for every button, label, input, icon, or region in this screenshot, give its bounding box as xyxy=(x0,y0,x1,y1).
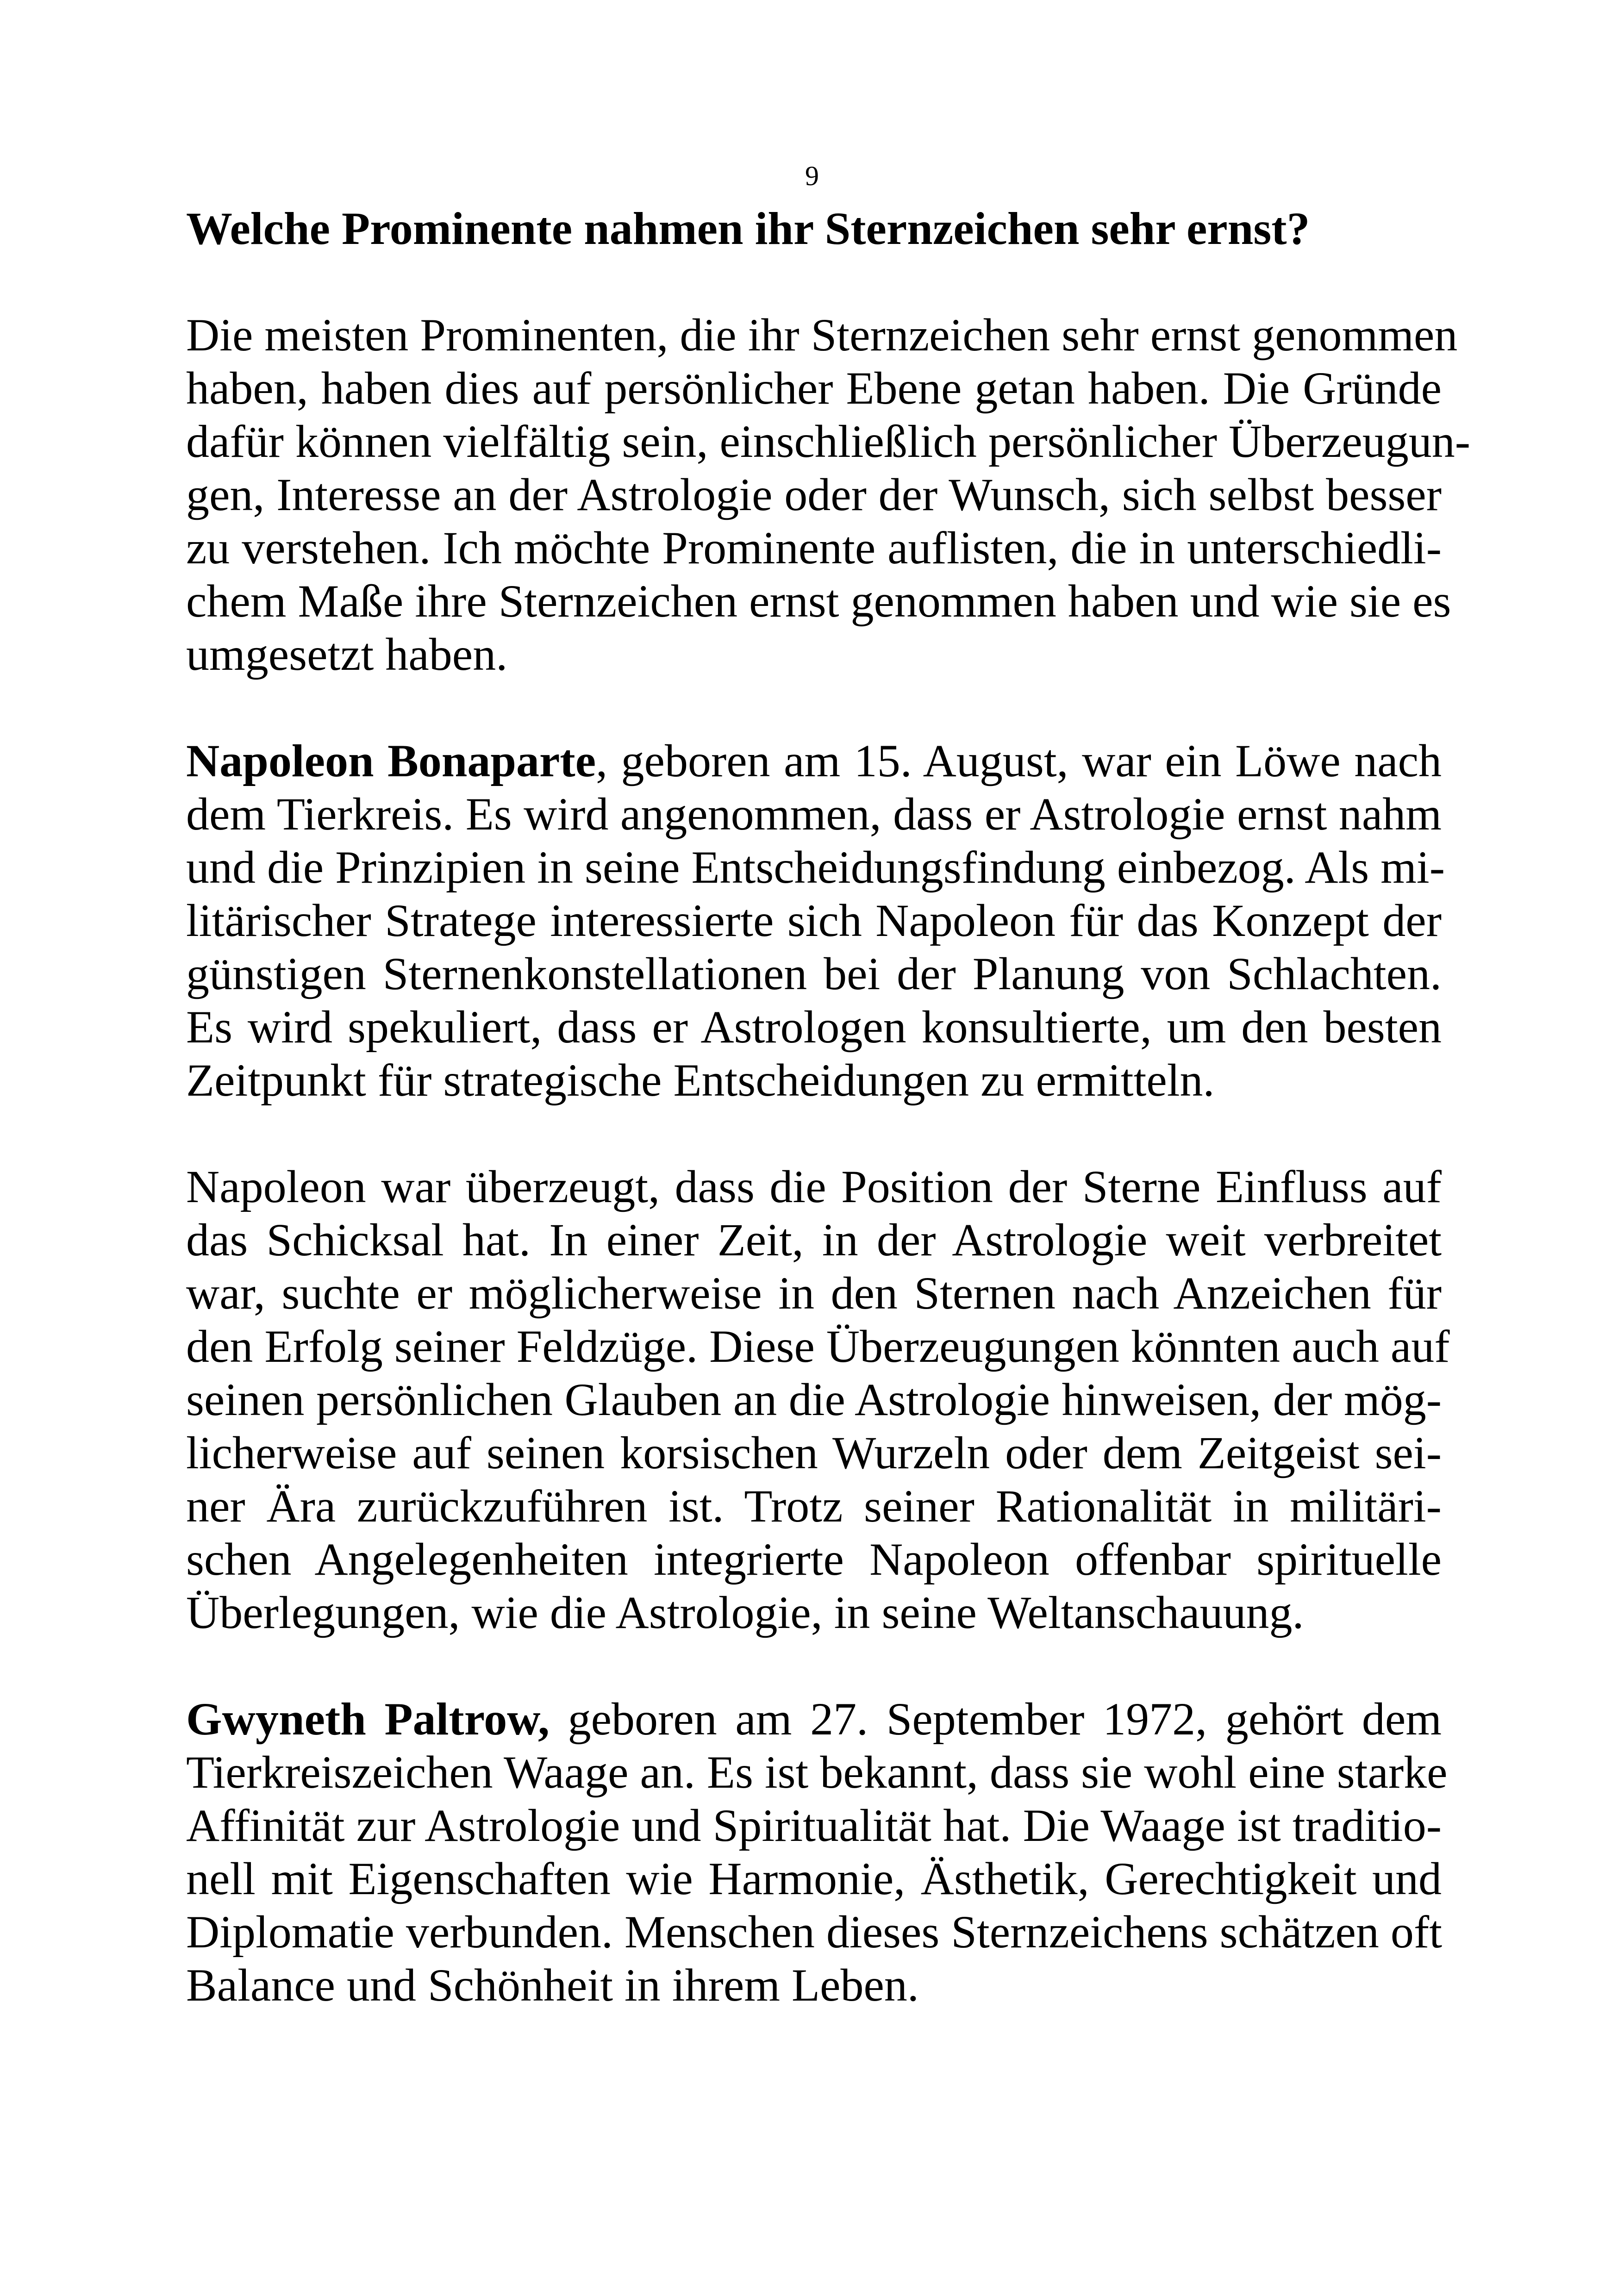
text-line: litärischer Stratege interessierte sich Napoleon für das Konzept der xyxy=(186,895,1442,946)
person-name: Gwyneth Paltrow, xyxy=(186,1693,550,1745)
text-line: das Schicksal hat. In einer Zeit, in der Astrologie weit verbreitet xyxy=(186,1214,1442,1266)
text-line: ner Ära zurückzuführen ist. Trotz seiner Rationalität in militäri- xyxy=(186,1480,1442,1532)
text-line: Die meisten Prominenten, die ihr Sternzeichen sehr ernst genommen xyxy=(186,309,1458,361)
text-line: Es wird spekuliert, dass er Astrologen konsultierte, um den besten xyxy=(186,1001,1442,1053)
text-line: haben, haben dies auf persönlicher Ebene getan haben. Die Gründe xyxy=(186,362,1442,414)
text-line: Affinität zur Astrologie und Spiritualität hat. Die Waage ist traditio- xyxy=(186,1800,1442,1851)
text-fragment: geboren am 27. September 1972, gehört dem xyxy=(550,1693,1442,1745)
paragraph-intro xyxy=(186,308,1471,681)
text-line: den Erfolg seiner Feldzüge. Diese Überzeugungen könnten auch auf xyxy=(186,1321,1450,1372)
text-line: war, suchte er möglicherweise in den Sternen nach Anzeichen für xyxy=(186,1267,1442,1319)
paragraph-paltrow xyxy=(186,1692,1448,2012)
text-line: seinen persönlichen Glauben an die Astrologie hinweisen, der mög- xyxy=(186,1374,1442,1425)
text-line: und die Prinzipien in seine Entscheidungsfindung einbezog. Als mi- xyxy=(186,842,1445,893)
text-line: schen Angelegenheiten integrierte Napoleon offenbar spirituelle xyxy=(186,1534,1442,1585)
text-line: Überlegungen, wie die Astrologie, in seine Weltanschauung. xyxy=(186,1587,1304,1638)
text-line: chem Maße ihre Sternzeichen ernst genommen haben und wie sie es xyxy=(186,575,1451,627)
text-line: Napoleon war überzeugt, dass die Position der Sterne Einfluss auf xyxy=(186,1161,1442,1212)
text-fragment: , geboren am 15. August, war ein Löwe nach xyxy=(596,735,1442,786)
text-line: günstigen Sternenkonstellationen bei der Planung von Schlachten. xyxy=(186,948,1442,999)
text-line: zu verstehen. Ich möchte Prominente auflisten, die in unterschiedli- xyxy=(186,522,1442,574)
text-line: Balance und Schönheit in ihrem Leben. xyxy=(186,1959,919,2011)
text-line: Tierkreiszeichen Waage an. Es ist bekannt, dass sie wohl eine starke xyxy=(186,1746,1448,1798)
text-line: licherweise auf seinen korsischen Wurzeln oder dem Zeitgeist sei- xyxy=(186,1427,1442,1478)
text-line: Zeitpunkt für strategische Entscheidungen zu ermitteln. xyxy=(186,1054,1215,1106)
person-name: Napoleon Bonaparte xyxy=(186,735,596,786)
page-number: 9 xyxy=(805,161,819,191)
page-title: Welche Prominente nahmen ihr Sternzeichen sehr ernst? xyxy=(186,203,1310,254)
page-content xyxy=(186,202,1471,2065)
paragraph-napoleon xyxy=(186,734,1445,1107)
paragraph-napoleon-beliefs xyxy=(186,1160,1450,1639)
text-line: dafür können vielfältig sein, einschließlich persönlicher Überzeugun- xyxy=(186,416,1471,467)
text-line xyxy=(186,734,1442,787)
text-line: umgesetzt haben. xyxy=(186,629,508,680)
text-line: Diplomatie verbunden. Menschen dieses Sternzeichens schätzen oft xyxy=(186,1906,1442,1958)
text-line: nell mit Eigenschaften wie Harmonie, Ästhetik, Gerechtigkeit und xyxy=(186,1853,1442,1904)
text-line: dem Tierkreis. Es wird angenommen, dass er Astrologie ernst nahm xyxy=(186,788,1442,840)
text-line xyxy=(186,1692,1442,1746)
text-line: gen, Interesse an der Astrologie oder der Wunsch, sich selbst besser xyxy=(186,469,1442,520)
